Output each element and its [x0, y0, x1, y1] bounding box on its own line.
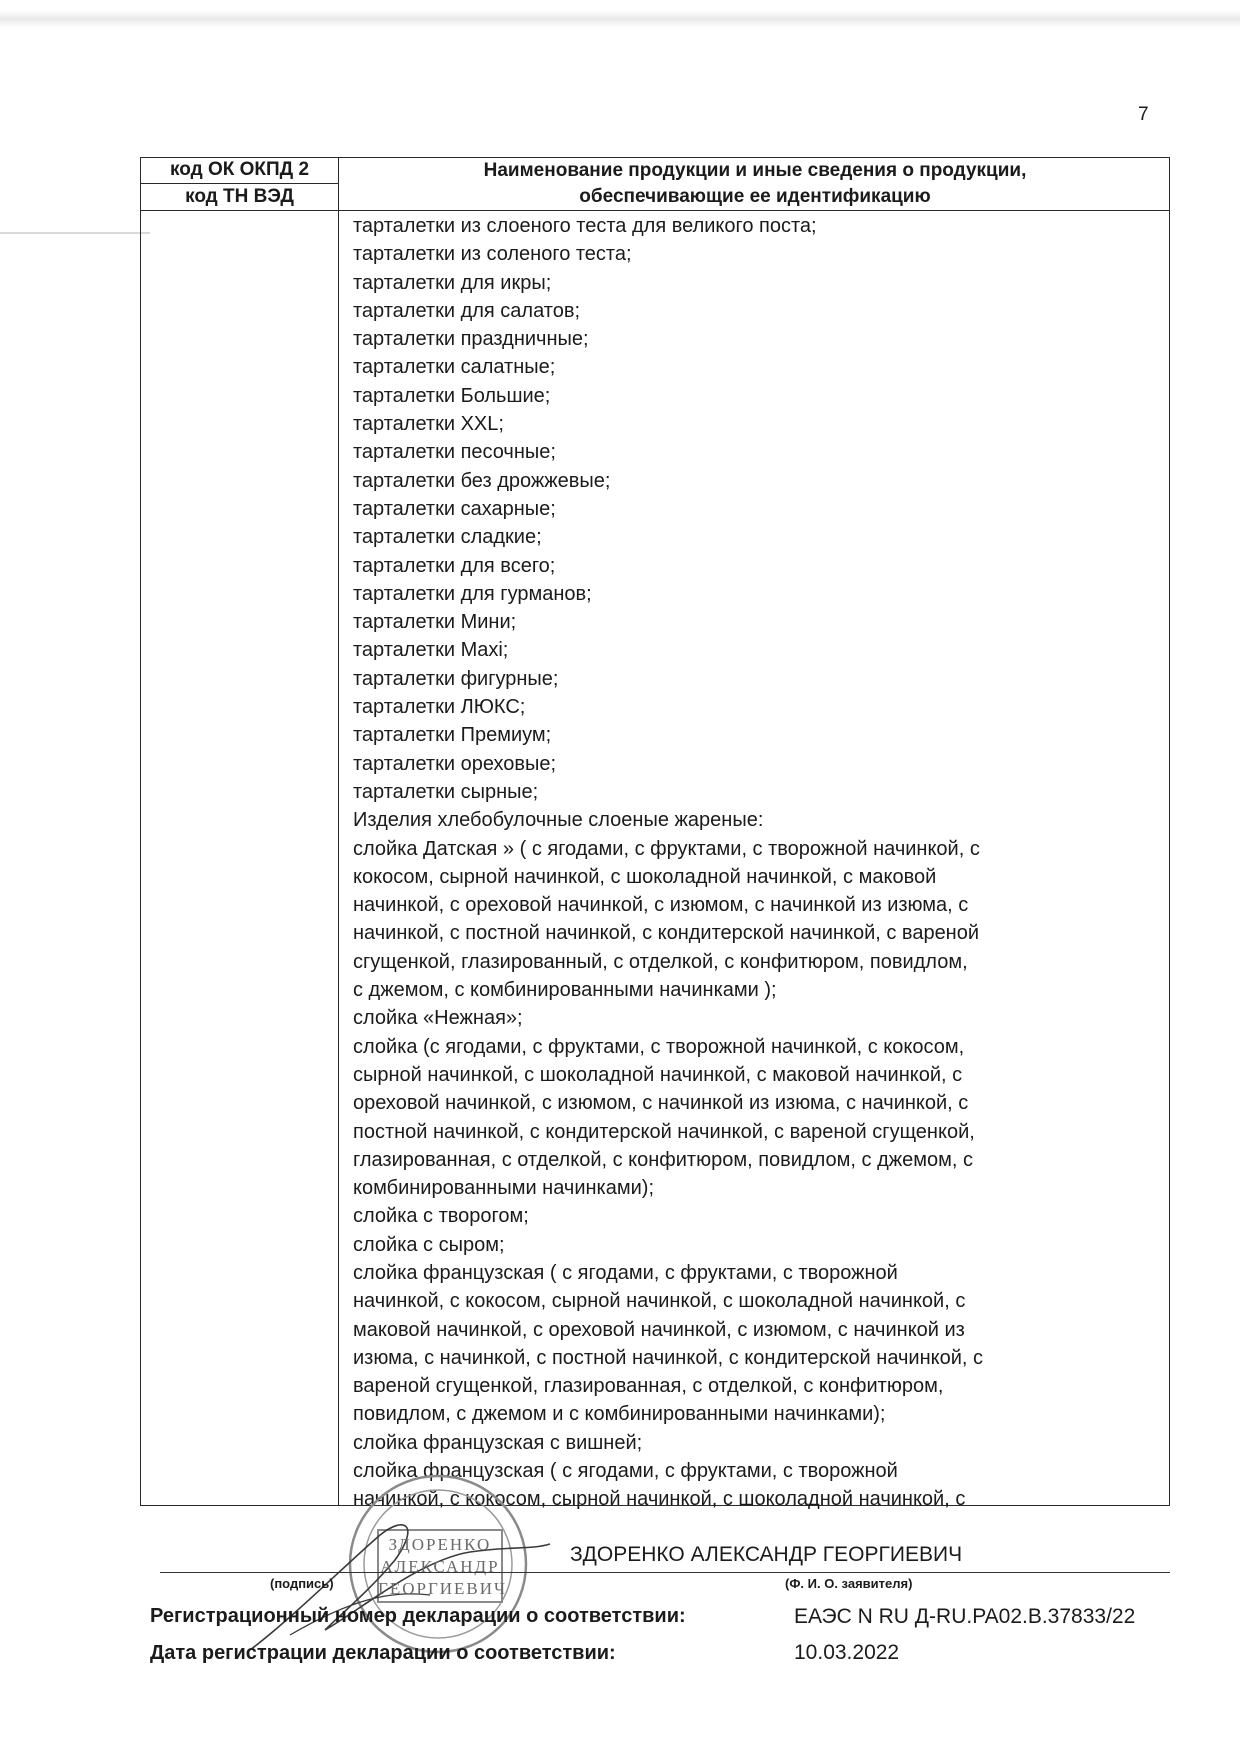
header-tnved-code: код ТН ВЭД	[185, 186, 294, 207]
registration-number-label: Регистрационный номер декларации о соответствии:	[150, 1605, 686, 1627]
product-line: слойка французская ( с ягодами, с фруктами, с творожной	[353, 1460, 898, 1483]
product-line: слойка Датская » ( с ягодами, с фруктами, с творожной начинкой, с	[353, 837, 980, 860]
product-table	[140, 157, 1170, 1511]
product-line: маковой начинкой, с ореховой начинкой, с изюмом, с начинкой из	[353, 1318, 965, 1341]
product-line: тарталетки XXL;	[353, 413, 504, 436]
fio-label: (Ф. И. О. заявителя)	[785, 1576, 913, 1591]
product-line: начинкой, с кокосом, сырной начинкой, с шоколадной начинкой, с	[353, 1290, 966, 1313]
product-line: тарталетки праздничные;	[353, 328, 589, 351]
product-line: тарталетки ореховые;	[353, 752, 557, 775]
registration-number-value: ЕАЭС N RU Д-RU.PA02.B.37833/22	[794, 1605, 1136, 1628]
product-line: тарталетки для икры;	[353, 271, 552, 294]
product-line: тарталетки без дрожжевые;	[353, 469, 611, 492]
product-line: кокосом, сырной начинкой, с шоколадной начинкой, с маковой	[353, 865, 937, 888]
product-line: слойка «Нежная»;	[353, 1007, 523, 1030]
product-line: тарталетки из соленого теста;	[353, 243, 632, 266]
product-line: тарталетки Большие;	[353, 384, 551, 407]
product-line: тарталетки сладкие;	[353, 526, 542, 549]
product-line: тарталетки сырные;	[353, 780, 539, 803]
product-line: начинкой, с кокосом, сырной начинкой, с шоколадной начинкой, с	[353, 1488, 966, 1511]
header-product-name	[341, 158, 1169, 210]
product-line: тарталетки для всего;	[353, 554, 556, 577]
applicant-name: ЗДОРЕНКО АЛЕКСАНДР ГЕОРГИЕВИЧ	[570, 1543, 963, 1566]
product-line: постной начинкой, с кондитерской начинкой, с вареной сгущенкой,	[353, 1120, 975, 1143]
product-line: начинкой, с ореховой начинкой, с изюмом, с начинкой из изюма, с	[353, 894, 969, 917]
signature-label: (подпись)	[270, 1576, 334, 1591]
product-line: слойка с сыром;	[353, 1233, 505, 1256]
scan-artifact	[0, 232, 150, 234]
page-number: 7	[1138, 104, 1149, 125]
stamp-line: АЛЕКСАНДР	[380, 1557, 500, 1576]
product-line: сгущенкой, глазированный, с отделкой, с конфитюром, повидлом,	[353, 950, 968, 973]
header-okpd-code: код ОК ОКПД 2	[169, 159, 310, 180]
product-line: слойка с творогом;	[353, 1205, 529, 1228]
product-line: тарталетки сахарные;	[353, 497, 556, 520]
stamp-center-text	[378, 1534, 508, 1600]
registration-date-label: Дата регистрации декларации о соответствии:	[150, 1642, 616, 1664]
table-header	[141, 158, 1169, 211]
header-name-line: обеспечивающие ее идентификацию	[579, 186, 931, 207]
product-line: начинкой, с постной начинкой, с кондитерской начинкой, с вареной	[353, 922, 980, 945]
product-line: комбинированными начинками);	[353, 1177, 654, 1200]
product-line: тарталетки из слоеного теста для великого поста;	[353, 215, 817, 237]
scan-edge-shadow	[0, 10, 1240, 28]
header-code-divider	[141, 183, 338, 184]
product-line: слойка (с ягодами, с фруктами, с творожной начинкой, с кокосом,	[353, 1035, 965, 1058]
stamp-line: ГЕОРГИЕВИЧ	[378, 1579, 508, 1598]
product-line: слойка французская с вишней;	[353, 1431, 643, 1454]
product-line: вареной сгущенкой, глазированная, с отделкой, с конфитюром,	[353, 1375, 944, 1398]
product-line: тарталетки песочные;	[353, 441, 556, 464]
product-line: глазированная, с отделкой, с конфитюром, повидлом, с джемом, с	[353, 1148, 973, 1171]
product-line: тарталетки Мини;	[353, 611, 517, 634]
product-line: ореховой начинкой, с изюмом, с начинкой из изюма, с начинкой, с	[353, 1092, 969, 1115]
column-divider	[338, 158, 339, 1505]
product-line: тарталетки ЛЮКС;	[353, 696, 526, 719]
product-line: сырной начинкой, с шоколадной начинкой, с маковой начинкой, с	[353, 1063, 963, 1086]
product-line: тарталетки для салатов;	[353, 299, 581, 322]
product-line: с джемом, с комбинированными начинками );	[353, 979, 777, 1002]
header-name-line: Наименование продукции и иные сведения о продукции,	[483, 160, 1027, 181]
product-line: тарталетки Maxi;	[353, 639, 509, 662]
product-line: тарталетки для гурманов;	[353, 582, 592, 605]
signature-line	[160, 1572, 1170, 1573]
product-list	[353, 212, 1155, 1514]
stamp-line: ЗДОРЕНКО	[388, 1535, 492, 1554]
product-line: тарталетки салатные;	[353, 356, 556, 379]
product-line: Изделия хлебобулочные слоеные жареные:	[353, 809, 764, 832]
product-line: слойка французская ( с ягодами, с фруктами, с творожной	[353, 1261, 898, 1284]
product-line: тарталетки Премиум;	[353, 724, 552, 747]
registration-date-value: 10.03.2022	[794, 1641, 900, 1664]
product-line: тарталетки фигурные;	[353, 667, 559, 690]
product-line: повидлом, с джемом и с комбинированными начинками);	[353, 1403, 886, 1426]
product-line: изюма, с начинкой, с постной начинкой, с кондитерской начинкой, с	[353, 1346, 984, 1369]
